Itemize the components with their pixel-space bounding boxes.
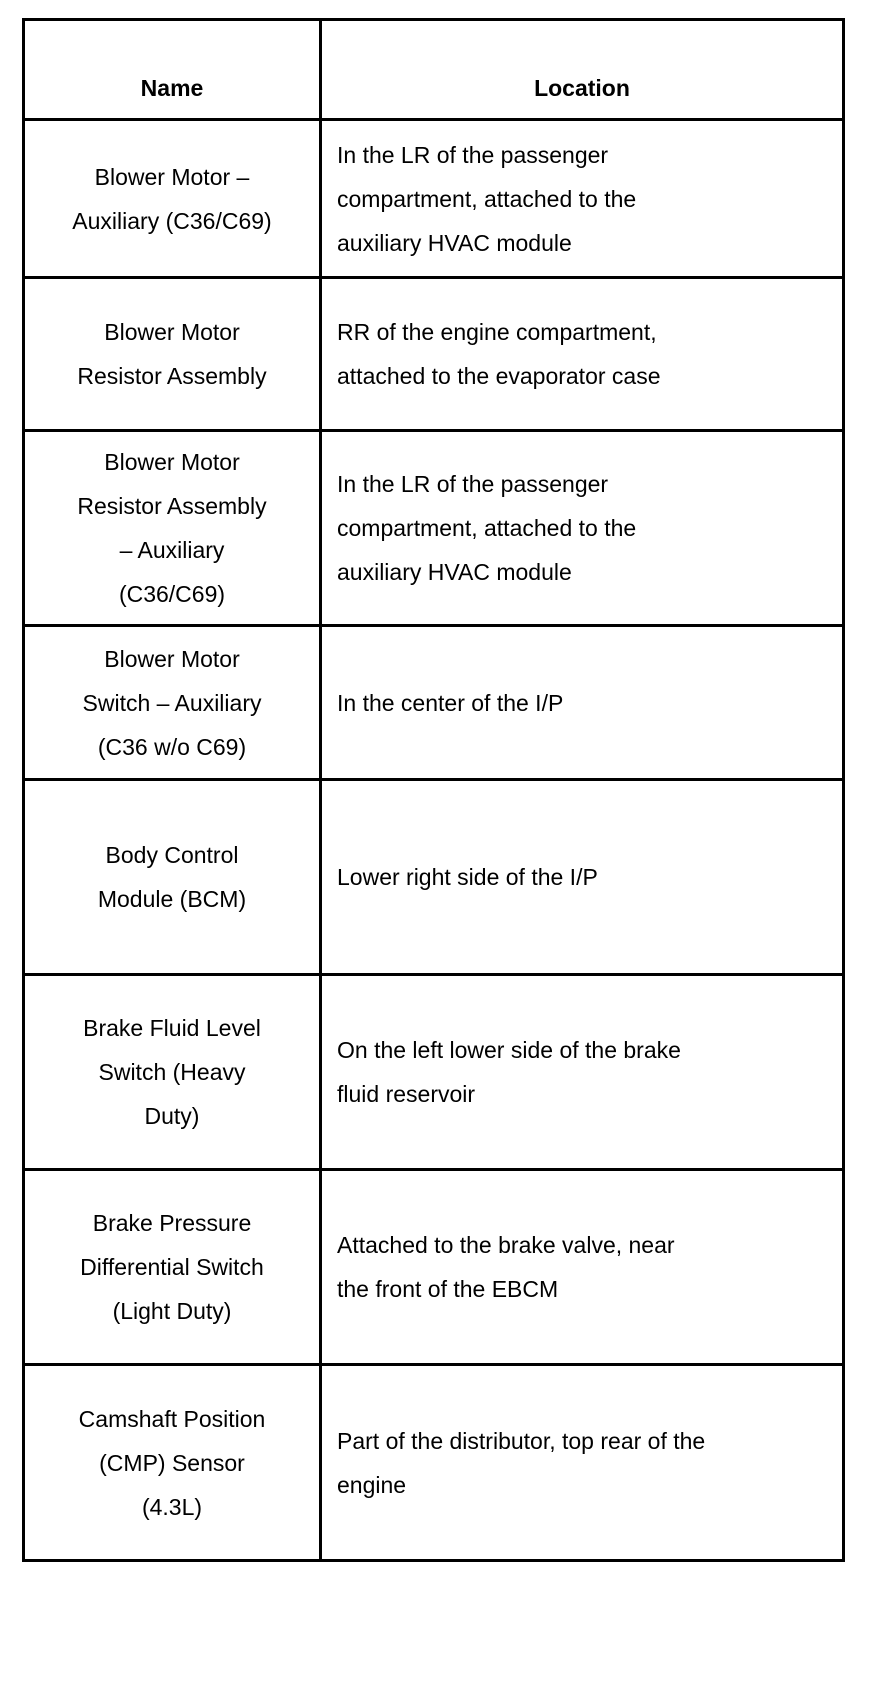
component-name: Blower Motor Resistor Assembly – Auxiliary (C36/C69) bbox=[77, 449, 267, 607]
component-location-cell bbox=[321, 780, 844, 975]
component-name: Camshaft Position (CMP) Sensor (4.3L) bbox=[78, 1405, 266, 1520]
component-location: In the LR of the passenger compartment, attached to the auxiliary HVAC module bbox=[337, 141, 637, 256]
component-location: Part of the distributor, top rear of the engine bbox=[337, 1427, 706, 1498]
component-location: Attached to the brake valve, near the front of the EBCM bbox=[337, 1232, 675, 1302]
table-row bbox=[24, 626, 844, 780]
table-row bbox=[24, 278, 844, 431]
table-row bbox=[24, 1365, 844, 1561]
component-name: Brake Fluid Level Switch (Heavy Duty) bbox=[83, 1015, 261, 1129]
component-name-cell bbox=[24, 431, 321, 626]
component-location-cell bbox=[321, 1170, 844, 1365]
component-name: Brake Pressure Differential Switch (Light Duty) bbox=[80, 1210, 264, 1324]
component-location-cell bbox=[321, 626, 844, 780]
component-location-cell bbox=[321, 431, 844, 626]
table-header-row bbox=[24, 20, 844, 120]
component-name-cell bbox=[24, 780, 321, 975]
table-row bbox=[24, 120, 844, 278]
component-location-cell bbox=[321, 278, 844, 431]
component-name: Body Control Module (BCM) bbox=[97, 842, 247, 912]
component-name-cell bbox=[24, 278, 321, 431]
component-name: Blower Motor – Auxiliary (C36/C69) bbox=[72, 163, 272, 234]
component-name-cell bbox=[24, 120, 321, 278]
table-row bbox=[24, 1170, 844, 1365]
component-location: In the center of the I/P bbox=[337, 689, 564, 716]
component-name-cell bbox=[24, 1170, 321, 1365]
component-location: On the left lower side of the brake fluid reservoir bbox=[337, 1037, 681, 1107]
component-locator-table-wrapper bbox=[22, 18, 842, 1562]
location-column-header: Location bbox=[321, 20, 844, 120]
table-row bbox=[24, 780, 844, 975]
component-name-cell bbox=[24, 626, 321, 780]
component-locator-table bbox=[22, 18, 845, 1562]
component-location: In the LR of the passenger compartment, attached to the auxiliary HVAC module bbox=[337, 471, 637, 585]
component-name: Blower Motor Resistor Assembly bbox=[77, 319, 267, 389]
table-row bbox=[24, 975, 844, 1170]
component-location-cell bbox=[321, 1365, 844, 1561]
table-row bbox=[24, 431, 844, 626]
component-location-cell bbox=[321, 975, 844, 1170]
name-column-header: Name bbox=[24, 20, 321, 120]
component-name-cell bbox=[24, 1365, 321, 1561]
component-location: RR of the engine compartment, attached to the evaporator case bbox=[337, 319, 661, 389]
component-location: Lower right side of the I/P bbox=[337, 864, 598, 890]
component-name-cell bbox=[24, 975, 321, 1170]
component-location-cell bbox=[321, 120, 844, 278]
component-name: Blower Motor Switch – Auxiliary (C36 w/o C69) bbox=[82, 645, 262, 760]
